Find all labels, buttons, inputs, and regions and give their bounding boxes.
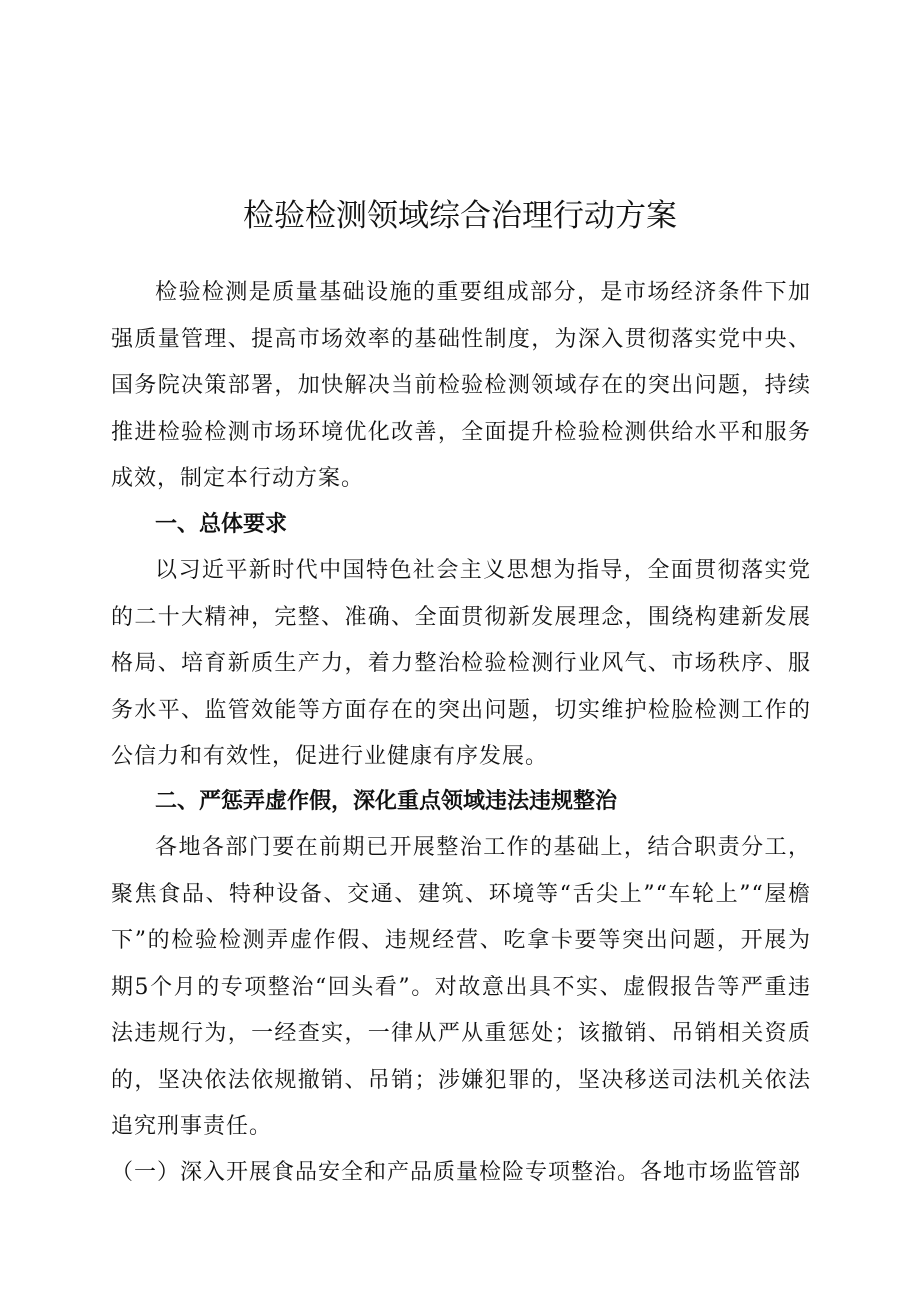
- section-heading-general-requirements: 一、总体要求: [155, 512, 288, 537]
- intro-paragraph: 检验检测是质量基础设施的重要组成部分，是市场经济条件下加强质量管理、提高市场效率的基础性制度，为深入贯彻落实党中央、国务院决策部署，加快解决当前检验检测领域存在的突出问题，持续推进检验检测市场环境优化改善，全面提升检验检测供给水平和服务成效，制定本行动方案。: [111, 280, 811, 491]
- section-paragraph-rectification: 各地各部门要在前期已开展整治工作的基础上，结合职责分工，聚焦食品、特种设备、交通、建筑、环境等“舌尖上”“车轮上”“屋檐下”的检验检测弄虚作假、违规经营、吃拿卡要等突出问题，开展为期5个月的专项整治“回头看”。对故意出具不实、虚假报告等严重违法违规行为，一经查实，一律从严从重惩处；该撤销、吊销相关资质的，坚决依法依规撤销、吊销；涉嫌犯罪的，坚决移送司法机关依法追究刑事责任。: [111, 835, 811, 1139]
- document-title: 检验检测领域综合治理行动方案: [243, 197, 677, 234]
- section-paragraph-general-requirements: 以习近平新时代中国特色社会主义思想为指导，全面贯彻落实党的二十大精神，完整、准确、全面贯彻新发展理念，围绕构建新发展格局、培育新质生产力，着力整治检验检测行业风气、市场秩序、服务水平、监管效能等方面存在的突出问题，切实维护检脸检测工作的公信力和有效性，促进行业健康有序发展。: [111, 558, 811, 769]
- section-heading-rectification: 二、严惩弄虚作假，深化重点领域违法违规整治: [155, 789, 618, 814]
- subsection-line-food-safety: （一）深入开展食品安全和产品质量检险专项整治。各地市场监管部: [111, 1160, 802, 1185]
